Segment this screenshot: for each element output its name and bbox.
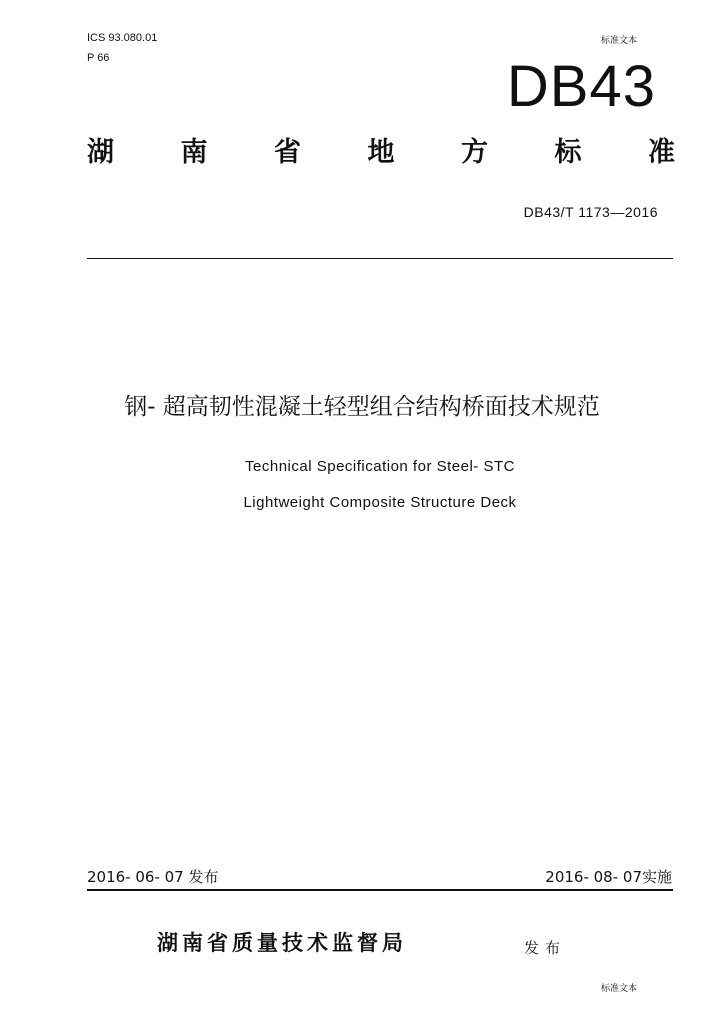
title-char: 湖 [87, 137, 114, 168]
standard-text-badge: 标准文本 [600, 36, 637, 46]
document-title-zh: 钢- 超高韧性混凝土轻型组合结构桥面技术规范 [124, 394, 600, 420]
title-char: 方 [461, 137, 488, 168]
title-char: 准 [648, 137, 675, 168]
publish-label: 发布 [524, 939, 567, 957]
class-code: P 66 [87, 52, 110, 64]
issuing-authority: 湖南省质量技术监督局 [157, 931, 407, 955]
standard-text-badge-bottom: 标准文本 [600, 984, 637, 994]
bottom-divider [87, 889, 673, 891]
top-divider [87, 258, 673, 259]
ics-code: ICS 93.080.01 [87, 32, 158, 44]
title-char: 省 [274, 137, 301, 168]
title-char: 标 [554, 137, 582, 168]
document-title-en-line1: Technical Specification for Steel- STC [245, 458, 515, 475]
implementation-date: 2016- 08- 07实施 [545, 868, 672, 886]
db-code: DB43 [506, 54, 656, 119]
issue-date: 2016- 06- 07 发布 [87, 868, 219, 886]
standard-type-title [87, 139, 675, 166]
document-number: DB43/T 1173—2016 [523, 204, 658, 220]
document-title-en-line2: Lightweight Composite Structure Deck [243, 494, 517, 511]
title-char: 地 [367, 137, 395, 168]
title-char: 南 [180, 137, 208, 168]
